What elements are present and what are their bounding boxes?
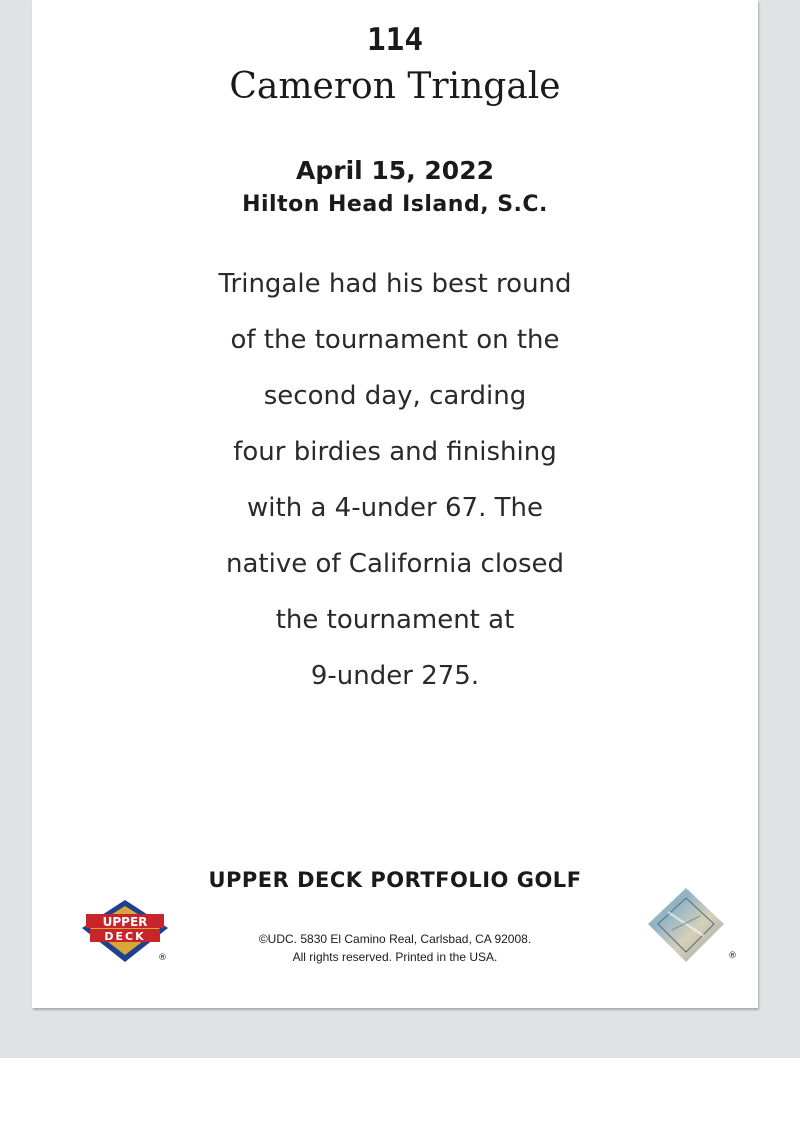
logo-registered-mark: ® xyxy=(158,953,167,963)
trading-card-back xyxy=(32,0,758,1008)
set-name: UPPER DECK PORTFOLIO GOLF xyxy=(208,868,582,892)
hologram-diamond-icon xyxy=(646,886,736,966)
bio-line: second day, carding xyxy=(263,381,527,411)
bio-line: Tringale had his best round xyxy=(218,269,572,299)
bio-line: four birdies and finishing xyxy=(233,437,557,467)
upper-deck-diamond-logo-icon xyxy=(80,898,170,964)
logo-text-top: UPPER xyxy=(102,915,148,929)
bio-line: the tournament at xyxy=(275,605,515,635)
legal-line-1: ©UDC. 5830 El Camino Real, Carlsbad, CA 92008. xyxy=(258,932,532,946)
bio-paragraph xyxy=(32,262,758,710)
event-date: April 15, 2022 xyxy=(296,156,494,185)
logo-text-bottom: DECK xyxy=(104,930,146,943)
bio-line: with a 4-under 67. The xyxy=(247,493,543,523)
hologram-registered-mark: ® xyxy=(728,951,737,961)
card-number: 114 xyxy=(367,22,423,58)
legal-line-2: All rights reserved. Printed in the USA. xyxy=(292,950,498,964)
player-name: Cameron Tringale xyxy=(229,66,561,107)
bio-line: of the tournament on the xyxy=(230,325,560,355)
bio-line: 9-under 275. xyxy=(310,661,480,691)
event-location: Hilton Head Island, S.C. xyxy=(242,192,548,217)
bio-line: native of California closed xyxy=(226,549,564,579)
